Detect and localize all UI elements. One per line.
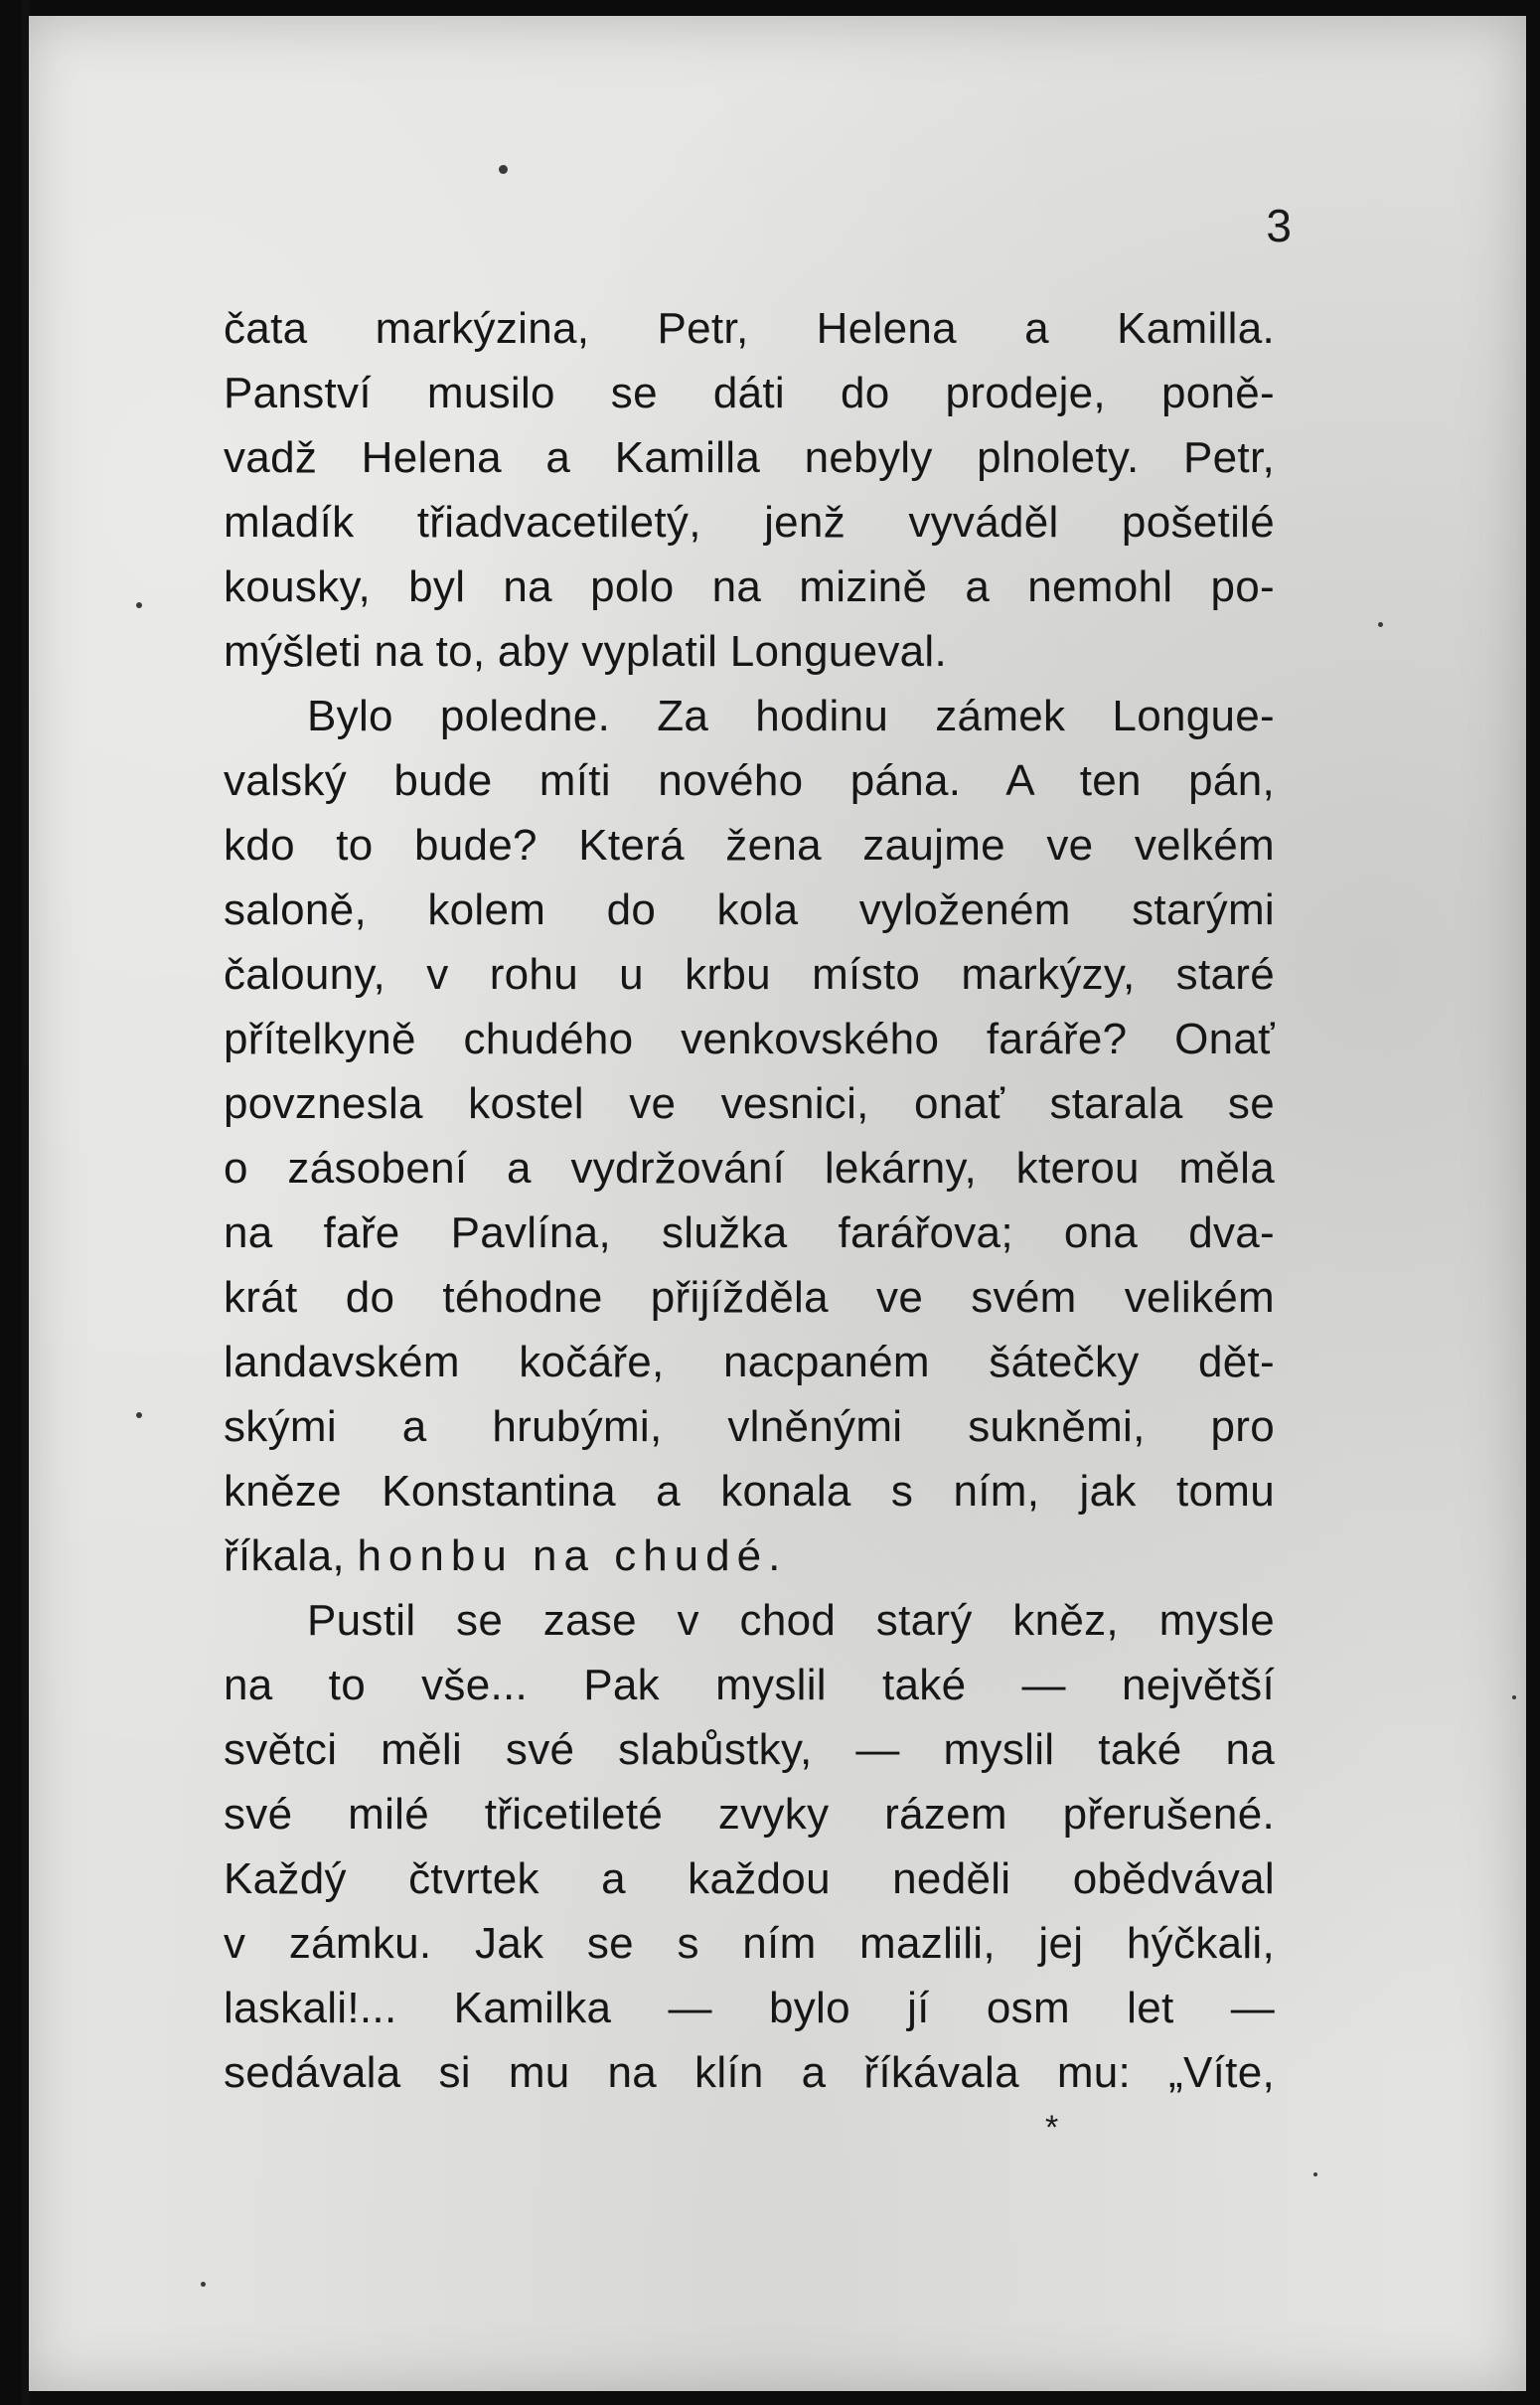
text-line: Pustil se zase v chod starý kněz, mysle	[307, 1596, 1275, 1645]
text-line: své milé třicetileté zvyky rázem přerušené.	[224, 1790, 1275, 1839]
spaced-emphasis: honbu na chudé.	[357, 1531, 788, 1580]
text-line: přítelkyně chudého venkovského faráře? Onať	[224, 1015, 1275, 1063]
text-line: valský bude míti nového pána. A ten pán,	[224, 756, 1275, 805]
binding-edge	[22, 0, 29, 2405]
text-line-prefix: říkala,	[224, 1531, 358, 1580]
text-line: landavském kočáře, nacpaném šátečky dět-	[224, 1338, 1275, 1386]
ink-speck	[1512, 1695, 1516, 1699]
text-line: kněze Konstantina a konala s ním, jak tomu	[224, 1467, 1275, 1516]
text-line: mladík třiadvacetiletý, jenž vyváděl pošetilé	[224, 498, 1275, 547]
ink-speck	[1313, 2172, 1317, 2176]
ink-speck	[499, 165, 508, 174]
text-line: saloně, kolem do kola vyloženém starými	[224, 885, 1275, 934]
text-line: skými a hrubými, vlněnými sukněmi, pro	[224, 1402, 1275, 1451]
text-line: kdo to bude? Která žena zaujme ve velkém	[224, 821, 1275, 870]
text-line: na to vše... Pak myslil také — největší	[224, 1661, 1275, 1709]
text-line: vadž Helena a Kamilla nebyly plnolety. Petr,	[224, 433, 1275, 482]
text-line: kousky, byl na polo na mizině a nemohl po-	[224, 562, 1275, 611]
page-number: 3	[1266, 200, 1292, 251]
ink-speck	[1378, 622, 1383, 627]
text-line: Bylo poledne. Za hodinu zámek Longue-	[307, 692, 1275, 740]
text-line: v zámku. Jak se s ním mazlili, jej hýčkali,	[224, 1919, 1275, 1968]
text-line: na faře Pavlína, služka farářova; ona dva-	[224, 1208, 1275, 1257]
signature-mark: *	[1045, 2109, 1059, 2147]
body-text	[224, 296, 1275, 2105]
text-line	[224, 1523, 1275, 1588]
text-line: povznesla kostel ve vesnici, onať starala se	[224, 1079, 1275, 1128]
text-line: sedávala si mu na klín a říkávala mu: „Víte,	[224, 2048, 1275, 2097]
text-line: mýšleti na to, aby vyplatil Longueval.	[224, 627, 948, 676]
text-line: čata markýzina, Petr, Helena a Kamilla.	[224, 304, 1275, 353]
ink-speck	[136, 602, 142, 608]
text-line: krát do téhodne přijížděla ve svém velikém	[224, 1273, 1275, 1322]
text-line: laskali!... Kamilka — bylo jí osm let —	[224, 1984, 1275, 2032]
text-line: Panství musilo se dáti do prodeje, poně-	[224, 369, 1275, 417]
text-line: o zásobení a vydržování lekárny, kterou měla	[224, 1144, 1275, 1193]
text-line: čalouny, v rohu u krbu místo markýzy, staré	[224, 950, 1275, 999]
ink-speck	[136, 1412, 142, 1418]
ink-speck	[201, 2282, 206, 2287]
text-line: světci měli své slabůstky, — myslil také na	[224, 1725, 1275, 1774]
text-line: Každý čtvrtek a každou neděli obědvával	[224, 1854, 1275, 1903]
